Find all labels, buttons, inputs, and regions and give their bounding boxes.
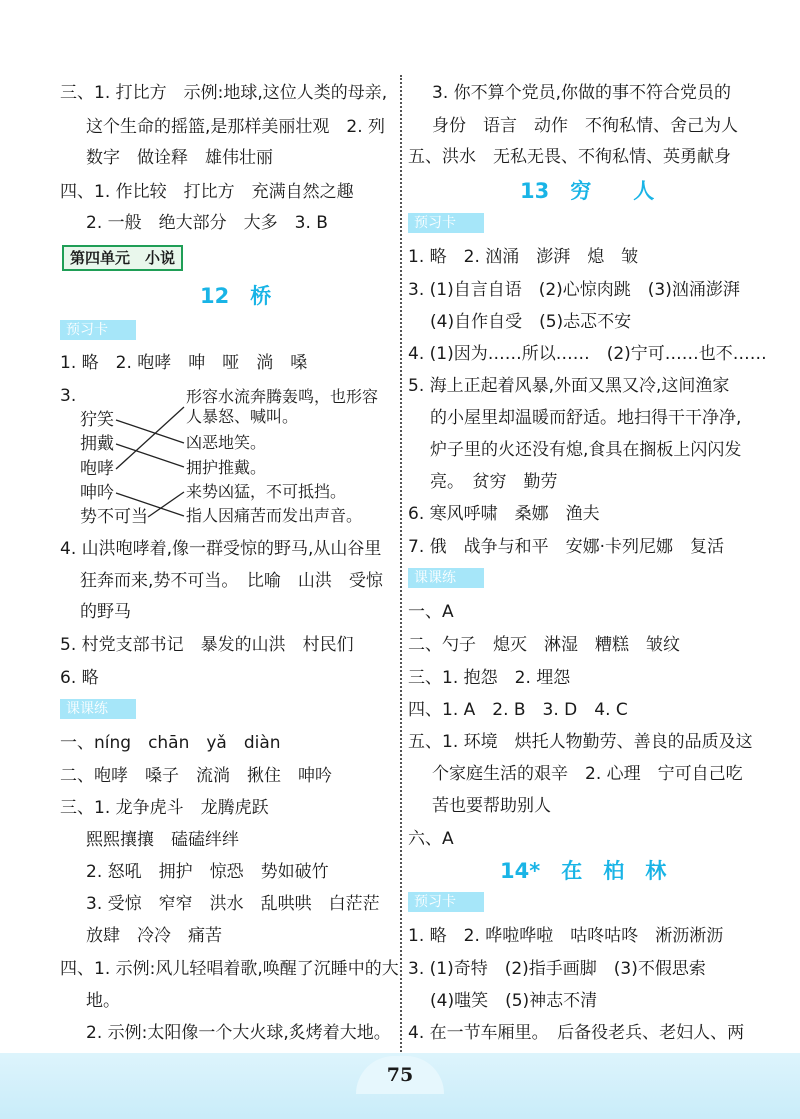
r-preview-5-line1: 5. 海上正起着风暴,外面又黑又冷,这间渔家 [408,376,730,396]
r-practice-2: 二、勺子 熄灭 淋湿 糟糕 皱纹 [408,635,680,655]
r-preview-4: 4. (1)因为……所以…… (2)宁可……也不…… [408,344,767,364]
preview-q1: 1. 略 2. 咆哮 呻 哑 淌 嗓 [60,353,308,373]
preview-q4-line3: 的野马 [80,602,131,622]
practice-4-line1: 四、1. 示例:风儿轻唱着歌,唤醒了沉睡中的大 [60,959,399,979]
r-practice-5-line1: 五、1. 环境 烘托人物勤劳、善良的品质及这 [408,732,753,752]
section3-line3: 数字 做诠释 雄伟壮丽 [86,148,273,168]
match-left-item: 狞笑 [80,410,114,430]
r-preview-5-line3: 炉子里的火还没有熄,食具在搁板上闪闪发 [430,440,742,460]
match-right-item: 人暴怒、喊叫。 [186,407,299,426]
practice-1: 一、níng chān yǎ diàn [60,733,281,753]
r-practice-5-line3: 苦也要帮助别人 [432,796,551,816]
match-line [116,420,184,443]
r-q-4: 4. 在一节车厢里。 后备役老兵、老妇人、两 [408,1023,745,1043]
practice-3-line4: 3. 受惊 窄窄 洪水 乱哄哄 白茫茫 [86,894,380,914]
tag-practice: 课课练 [408,568,484,588]
match-line [116,444,184,467]
practice-3-line3: 2. 怒吼 拥护 惊恐 势如破竹 [86,862,329,882]
preview-q3-number: 3. [60,386,77,406]
match-right-item: 凶恶地笑。 [186,433,267,452]
lesson13-title: 13 穷 人 [520,179,655,203]
r-practice-5-line2: 个家庭生活的艰辛 2. 心理 宁可自己吃 [432,764,743,784]
tag-preview-card: 预习卡 [408,213,484,233]
practice-3-line2: 熙熙攘攘 磕磕绊绊 [86,830,239,850]
match-left-item: 呻吟 [80,483,114,503]
r-preview-7: 7. 俄 战争与和平 安娜·卡列尼娜 复活 [408,537,725,557]
r-preview-3-line2: (4)自作自受 (5)忐忑不安 [430,312,632,332]
right-top-line2: 身份 语言 动作 不徇私情、舍己为人 [432,116,738,136]
section4-line2: 2. 一般 绝大部分 大多 3. B [86,213,328,233]
preview-q5: 5. 村党支部书记 暴发的山洪 村民们 [60,635,354,655]
practice-3-line5: 放肆 冷冷 痛苦 [86,926,222,946]
practice-2: 二、咆哮 嗓子 流淌 揪住 呻吟 [60,766,332,786]
r-practice-1: 一、A [408,602,454,622]
tag-preview-card: 预习卡 [408,892,484,912]
unit-label: 第四单元 小说 [62,245,183,271]
practice-4-line2: 地。 [86,991,120,1011]
preview-q4-line1: 4. 山洪咆哮着,像一群受惊的野马,从山谷里 [60,539,382,559]
r-preview-5-line2: 的小屋里却温暖而舒适。地扫得干干净净, [430,408,742,428]
section3-line1: 三、1. 打比方 示例:地球,这位人类的母亲, [60,83,388,103]
preview-q4-line2: 狂奔而来,势不可当。 比喻 山洪 受惊 [80,571,383,591]
section4-line1: 四、1. 作比较 打比方 充满自然之趣 [60,182,354,202]
right-top-line3: 五、洪水 无私无畏、不徇私情、英勇献身 [408,147,731,167]
r-practice-6: 六、A [408,829,454,849]
match-line [116,407,184,469]
r-preview-5-line4: 亮。 贫穷 勤劳 [430,472,558,492]
practice-3-line1: 三、1. 龙争虎斗 龙腾虎跃 [60,798,269,818]
tag-practice: 课课练 [60,699,136,719]
match-left-item: 咆哮 [80,459,114,479]
practice-4-line3: 2. 示例:太阳像一个大火球,炙烤着大地。 [86,1023,391,1043]
r-q-1: 1. 略 2. 哗啦哗啦 咕咚咕咚 淅沥淅沥 [408,926,724,946]
r-practice-3: 三、1. 抱怨 2. 埋怨 [408,668,571,688]
section3-line2: 这个生命的摇篮,是那样美丽壮观 2. 列 [86,117,386,137]
page-number: 75 [386,1064,414,1086]
match-right-item: 拥护推戴。 [186,458,267,477]
preview-q6: 6. 略 [60,668,99,688]
match-right-item: 指人因痛苦而发出声音。 [186,506,363,525]
tag-preview-card: 预习卡 [60,320,136,340]
r-preview-3-line1: 3. (1)自言自语 (2)心惊肉跳 (3)汹涌澎湃 [408,280,740,300]
match-right-item: 形容水流奔腾轰鸣，也形容 [186,387,379,406]
match-right-item: 来势凶猛，不可抵挡。 [186,482,347,501]
match-line [116,493,184,516]
r-q-3-line2: (4)嗤笑 (5)神志不清 [430,991,598,1011]
match-line [148,492,184,517]
r-practice-4: 四、1. A 2. B 3. D 4. C [408,700,628,720]
right-top-line1: 3. 你不算个党员,你做的事不符合党员的 [432,83,732,103]
match-left-item: 拥戴 [80,434,114,454]
lesson12-title: 12 桥 [200,284,272,308]
column-divider [400,75,402,1055]
lesson14-title: 14* 在 柏 林 [500,859,667,883]
match-left-item: 势不可当 [80,507,148,527]
r-preview-6: 6. 寒风呼啸 桑娜 渔夫 [408,504,600,524]
r-q-3-line1: 3. (1)奇特 (2)指手画脚 (3)不假思索 [408,959,706,979]
r-preview-1: 1. 略 2. 汹涌 澎湃 熄 皱 [408,247,639,267]
